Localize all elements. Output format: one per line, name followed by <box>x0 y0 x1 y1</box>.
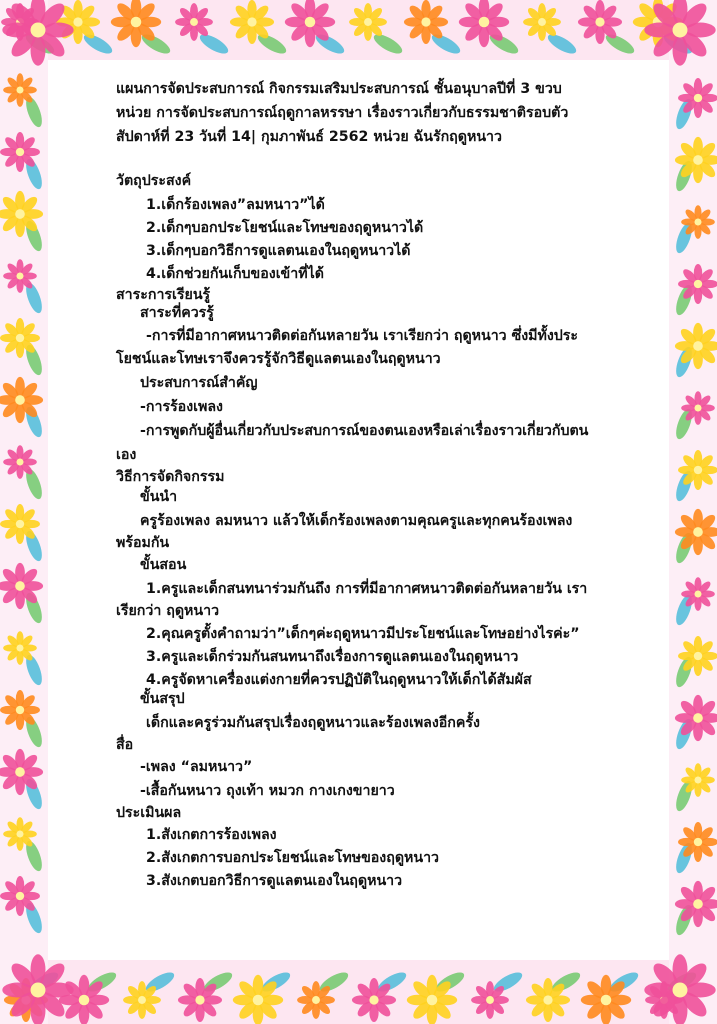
flower-icon <box>678 636 717 676</box>
flower-icon <box>0 504 40 544</box>
objective-item: 3.เด็กๆบอกวิธีการดูแลตนเองในฤดูหนาวได้ <box>146 243 411 259</box>
flower-icon <box>471 981 509 1019</box>
experience-item-cont: เอง <box>116 447 137 463</box>
flower-icon <box>523 3 561 41</box>
flower-icon <box>3 73 37 107</box>
header-line-unit: หน่วย การจัดประสบการณ์ฤดูกาลหรรษา เรื่องราวเกี่ยวกับธรรมชาติรอบตัว <box>116 105 569 121</box>
intro-stage-text: ครูร้องเพลง ลมหนาว แล้วให้เด็กร้องเพลงตามคุณครูและทุกคนร้องเพลง <box>140 513 573 529</box>
flower-icon <box>123 981 161 1019</box>
flower-icon <box>407 975 457 1024</box>
flower-icon <box>678 450 717 490</box>
flower-icon <box>3 817 37 851</box>
content-subheading-knowledge: สาระที่ควรรู้ <box>140 305 214 321</box>
flower-icon <box>3 259 37 293</box>
objective-item: 4.เด็กช่วยกันเก็บของเข้าที่ได้ <box>146 266 324 282</box>
flower-icon <box>352 978 396 1022</box>
teaching-step: 2.คุณครูตั้งคำถามว่า”เด็กๆค่ะฤดูหนาวมีประโยชน์และโทษอย่างไรค่ะ” <box>146 626 580 642</box>
objective-item: 1.เด็กร้องเพลง”ลมหนาว”ได้ <box>146 197 325 213</box>
objective-item: 2.เด็กๆบอกประโยชน์และโทษของฤดูหนาวได้ <box>146 220 424 236</box>
flower-icon <box>175 3 213 41</box>
flower-icon <box>681 577 715 611</box>
media-item: -เสื้อกันหนาว ถุงเท้า หมวก กางเกงขายาว <box>140 783 395 799</box>
media-item: -เพลง “ลมหนาว” <box>140 759 253 775</box>
teaching-step: 4.ครูจัดหาเครื่องแต่งกายที่ควรปฏิบัติในฤดูหนาวให้เด็กได้สัมผัส <box>146 672 532 688</box>
flower-icon <box>581 975 631 1024</box>
intro-stage-heading: ขั้นนำ <box>140 489 178 505</box>
experience-item: -การพูดกับผู้อื่นเกี่ยวกับประสบการณ์ของตนเองหรือเล่าเรื่องราวเกี่ยวกับตน <box>140 423 589 439</box>
flower-icon <box>681 205 715 239</box>
flower-icon <box>230 0 274 44</box>
flower-icon <box>678 78 717 118</box>
flower-icon <box>2 954 73 1024</box>
evaluation-item: 1.สังเกตการร้องเพลง <box>146 827 277 843</box>
teaching-step: 3.ครูและเด็กร่วมกันสนทนาถึงเรื่องการดูแลตนเองในฤดูหนาว <box>146 649 519 665</box>
flower-icon <box>404 0 448 44</box>
flower-icon <box>681 391 715 425</box>
flower-icon <box>349 3 387 41</box>
flower-icon <box>233 975 283 1024</box>
flower-icon <box>681 763 715 797</box>
intro-stage-text-cont: พร้อมกัน <box>116 535 170 551</box>
teaching-step-cont: เรียกว่า ฤดูหนาว <box>116 603 220 619</box>
flower-icon <box>59 975 109 1024</box>
flower-icon <box>0 690 40 730</box>
evaluation-item: 3.สังเกตบอกวิธีการดูแลตนเองในฤดูหนาว <box>146 873 403 889</box>
content-knowledge-text: -การที่มีอากาศหนาวติดต่อกันหลายวัน เราเรียกว่า ฤดูหนาว ซึ่งมีทั้งประ <box>146 328 579 344</box>
activities-heading: วิธีการจัดกิจกรรม <box>116 469 225 485</box>
flower-icon <box>644 954 715 1024</box>
objectives-heading: วัตถุประสงค์ <box>116 173 192 189</box>
conclusion-stage-heading: ขั้นสรุป <box>140 691 185 707</box>
content-heading: สาระการเรียนรู้ <box>116 287 211 303</box>
flower-icon <box>578 0 622 44</box>
content-subheading-experience: ประสบการณ์สำคัญ <box>140 375 258 391</box>
flower-icon <box>0 876 40 916</box>
flower-icon <box>178 978 222 1022</box>
content-knowledge-text-cont: โยชน์และโทษเราจึงควรรู้จักวิธีดูแลตนเองในฤดูหนาว <box>116 351 441 367</box>
conclusion-stage-text: เด็กและครูร่วมกันสรุปเรื่องฤดูหนาวและร้องเพลงอีกครั้ง <box>146 715 480 731</box>
header-line-week: สัปดาห์ที่ 23 วันที่ 14| กุมภาพันธ์ 2562 หน่วย ฉันรักฤดูหนาว <box>116 129 502 145</box>
flower-icon <box>297 981 335 1019</box>
media-heading: สื่อ <box>116 737 134 753</box>
flower-icon <box>678 822 717 862</box>
flower-icon <box>0 132 40 172</box>
evaluation-heading: ประเมินผล <box>116 805 182 821</box>
flower-icon <box>526 978 570 1022</box>
teaching-step: 1.ครูและเด็กสนทนาร่วมกันถึง การที่มีอากาศหนาวติดต่อกันหลายวัน เรา <box>146 581 588 597</box>
evaluation-item: 2.สังเกตการบอกประโยชน์และโทษของฤดูหนาว <box>146 850 440 866</box>
header-line-plan: แผนการจัดประสบการณ์ กิจกรรมเสริมประสบการณ์ ชั้นอนุบาลปีที่ 3 ขวบ <box>116 81 562 97</box>
flower-icon <box>3 445 37 479</box>
experience-item: -การร้องเพลง <box>140 399 223 415</box>
flower-icon <box>3 631 37 665</box>
teaching-stage-heading: ขั้นสอน <box>140 557 187 573</box>
flower-icon <box>0 318 40 358</box>
flower-icon <box>678 264 717 304</box>
